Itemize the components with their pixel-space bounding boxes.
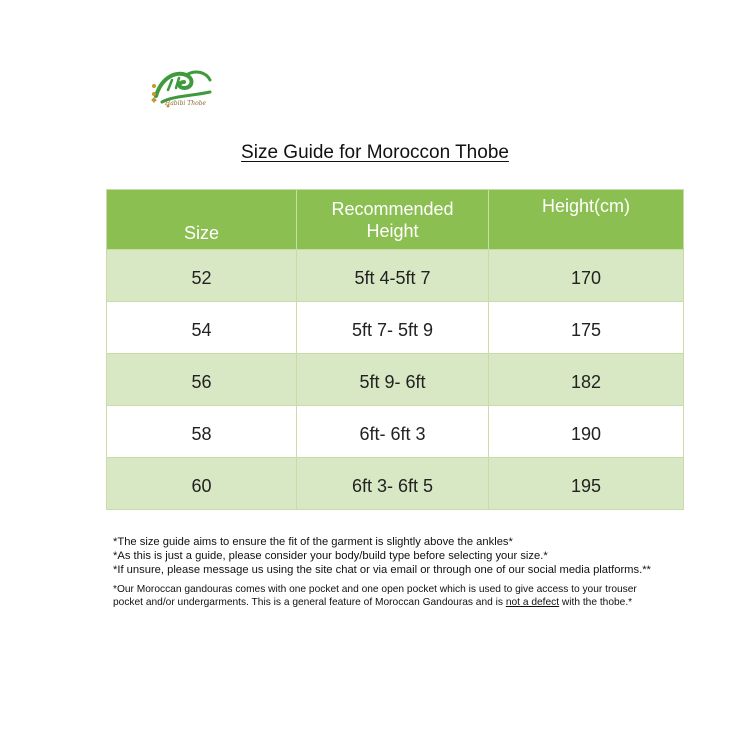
size-notes — [113, 535, 653, 609]
table-row — [107, 302, 684, 354]
note-not-a-defect: not a defect — [505, 597, 560, 608]
cell-recommended: 6ft 3- 6ft 5 — [297, 458, 489, 510]
note-pocket-end: with the thobe.* — [559, 597, 633, 608]
cell-recommended: 6ft- 6ft 3 — [297, 406, 489, 458]
cell-size: 52 — [107, 250, 297, 302]
size-guide-table — [106, 189, 684, 510]
cell-recommended: 5ft 9- 6ft — [297, 354, 489, 406]
header-recommended-line2: Height — [366, 220, 419, 241]
table-row — [107, 250, 684, 302]
cell-height-cm: 182 — [489, 354, 684, 406]
table-row — [107, 406, 684, 458]
cell-size: 54 — [107, 302, 297, 354]
cell-height-cm: 175 — [489, 302, 684, 354]
header-recommended-line1: Recommended — [331, 198, 454, 219]
note-pocket — [113, 583, 653, 609]
header-size: Size — [107, 190, 297, 250]
cell-height-cm: 190 — [489, 406, 684, 458]
cell-recommended: 5ft 4-5ft 7 — [297, 250, 489, 302]
note-pocket-text: *Our Moroccan gandouras comes with one pocket and one open pocket which is used to give access to your trouser pocket and/or undergarments. This is a general feature of Moroccan Gandouras and is — [113, 584, 637, 608]
header-recommended-height — [297, 190, 489, 250]
cell-size: 58 — [107, 406, 297, 458]
logo-text: Habibi Thobe — [165, 100, 207, 107]
table-header-row — [107, 190, 684, 250]
cell-height-cm: 195 — [489, 458, 684, 510]
cell-size: 60 — [107, 458, 297, 510]
table-row — [107, 354, 684, 406]
page-title: Size Guide for Moroccon Thobe — [241, 142, 509, 163]
table-row — [107, 458, 684, 510]
note-fit: *The size guide aims to ensure the fit of the garment is slightly above the ankles* — [113, 536, 513, 548]
cell-size: 56 — [107, 354, 297, 406]
cell-height-cm: 170 — [489, 250, 684, 302]
note-contact: *If unsure, please message us using the site chat or via email or through one of our social media platforms.** — [113, 564, 651, 576]
cell-recommended: 5ft 7- 5ft 9 — [297, 302, 489, 354]
header-height-cm: Height(cm) — [489, 190, 684, 250]
note-body-type: *As this is just a guide, please consider your body/build type before selecting your size.* — [113, 550, 548, 562]
